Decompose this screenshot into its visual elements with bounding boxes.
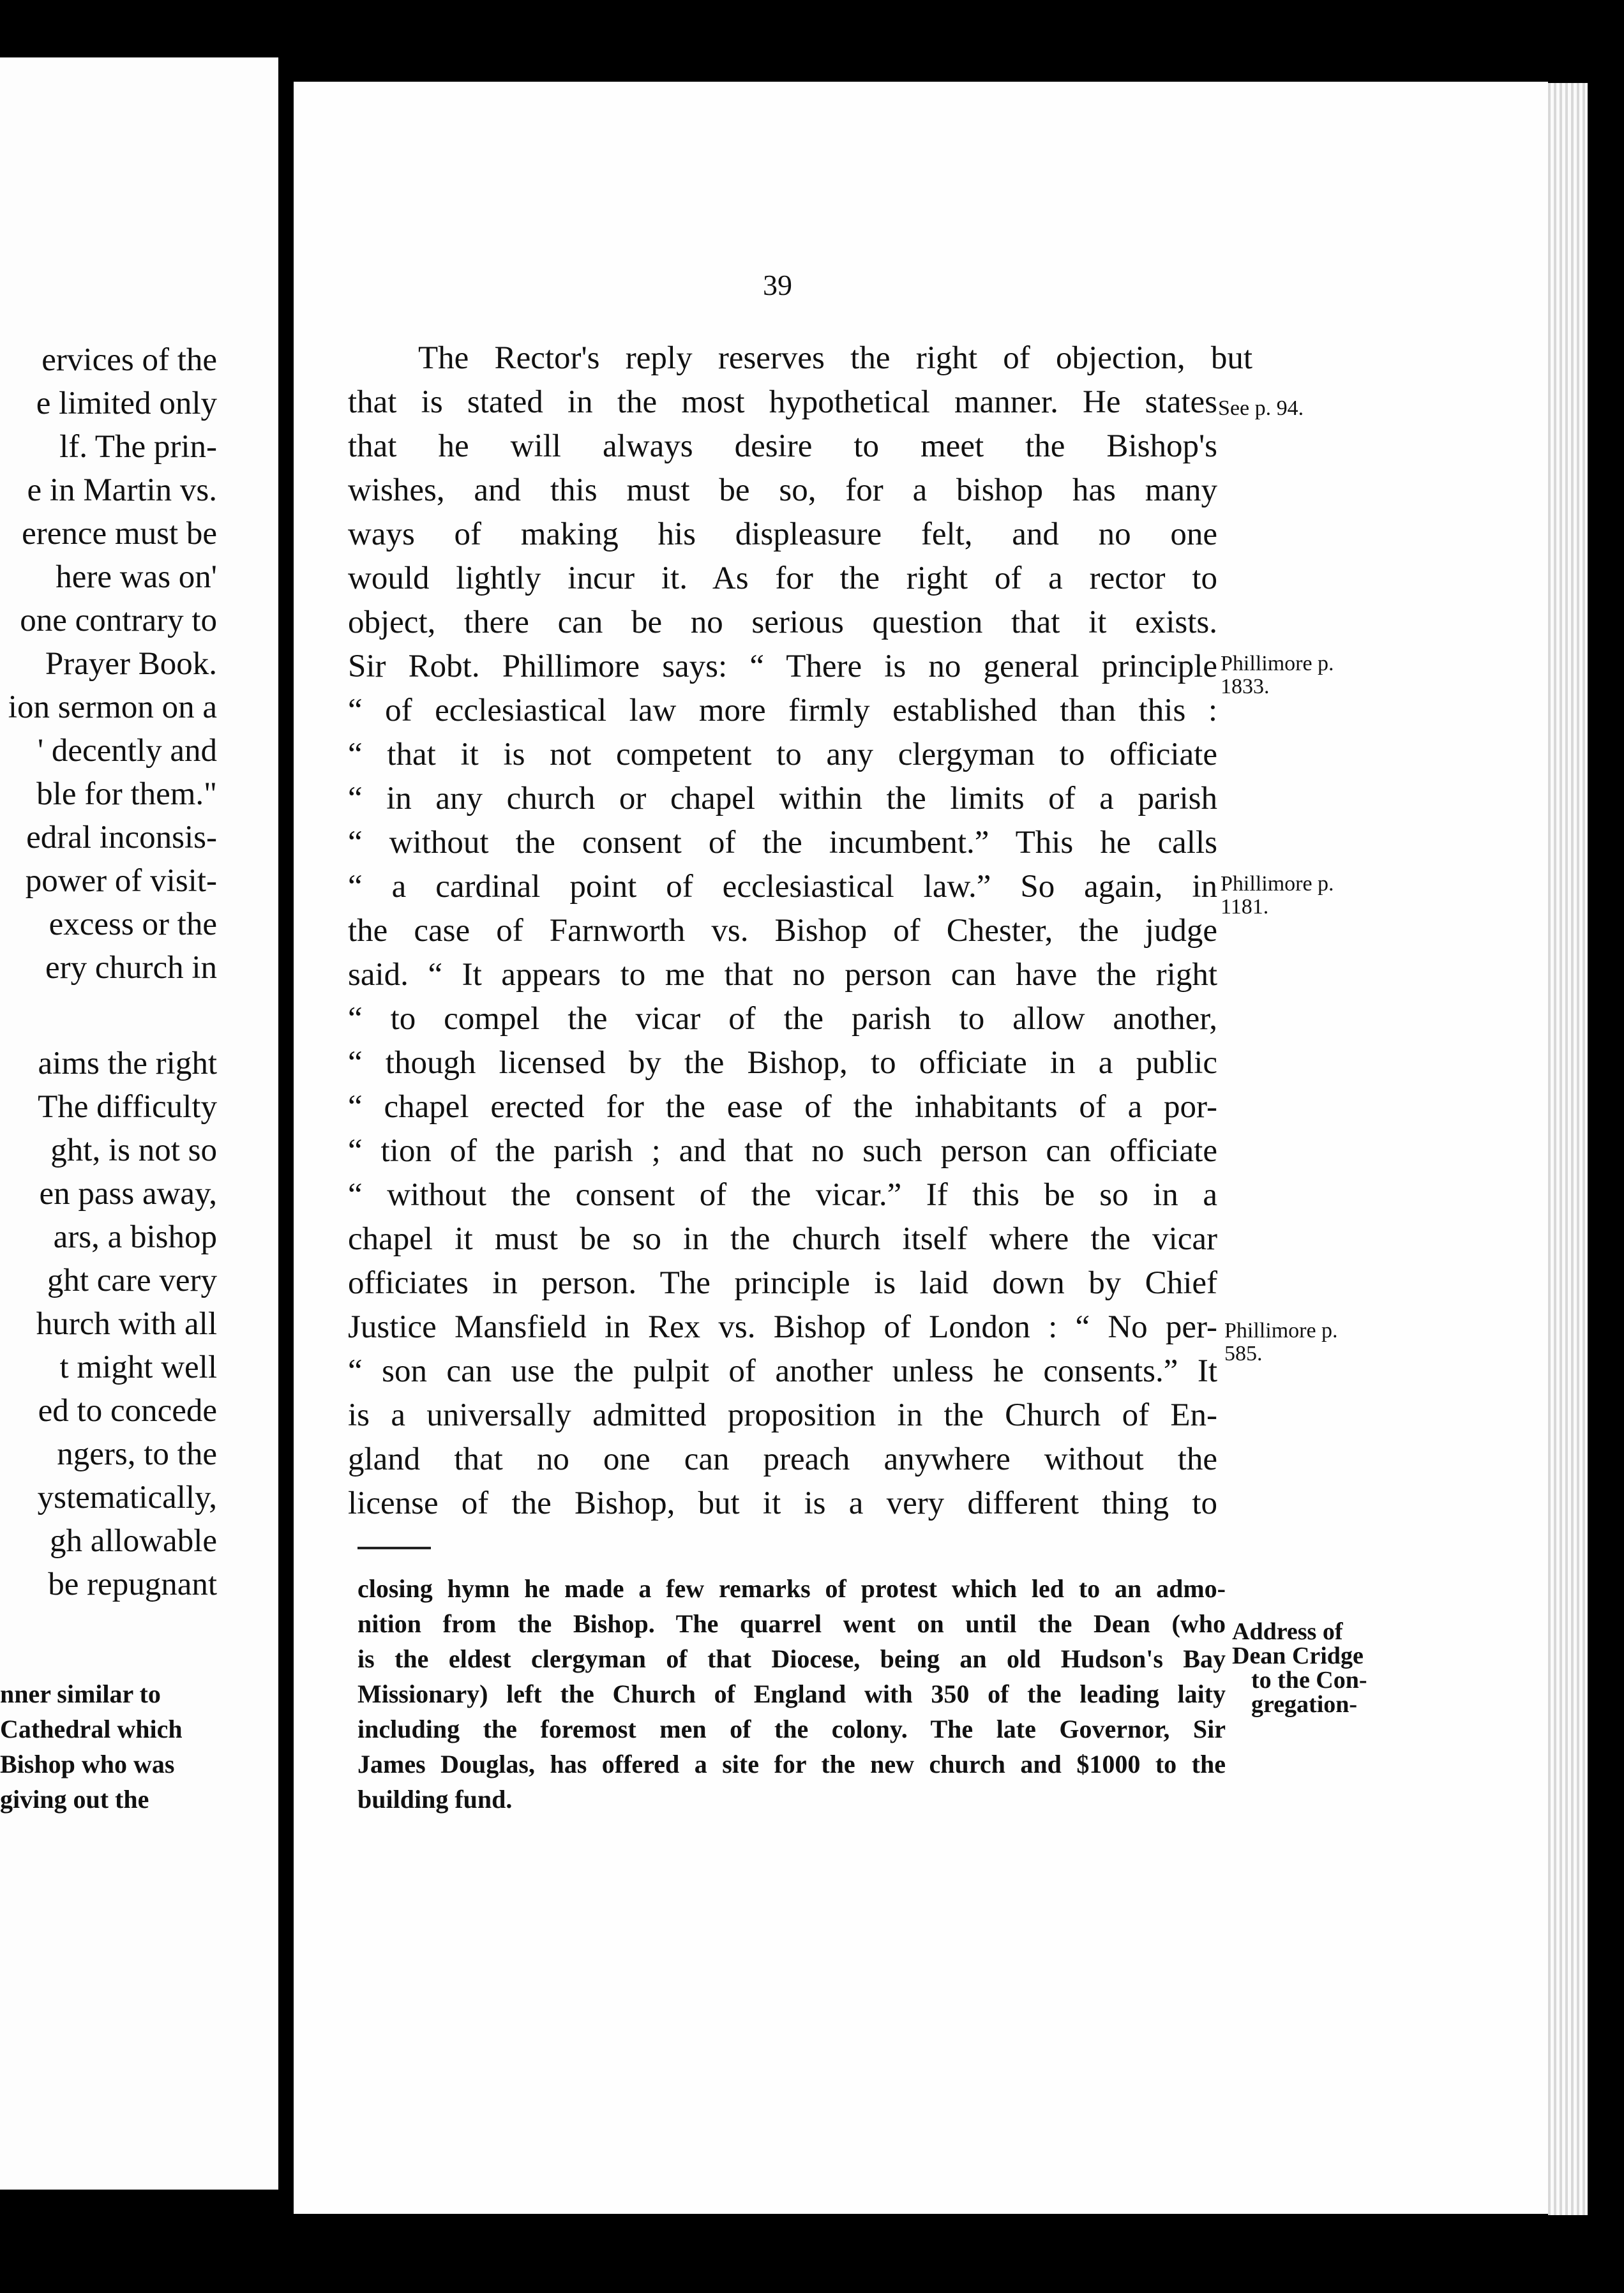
body-line: “ that it is not competent to any clergyman to officiate	[348, 737, 1217, 772]
left-page-footnote-line: Cathedral which	[0, 1715, 183, 1743]
body-line: The Rector's reply reserves the right of objection, but	[418, 340, 1252, 376]
footnote-rule	[357, 1547, 431, 1549]
left-page-line: excess or the	[49, 906, 217, 942]
body-line: object, there can be no serious question that it exists.	[348, 605, 1217, 640]
left-page-footnote-line: Bishop who was	[0, 1750, 175, 1778]
margin-note-ref: 1181.	[1221, 895, 1269, 919]
footnote-margin-note-line: Address of	[1232, 1618, 1343, 1645]
body-line: “ in any church or chapel within the limits of a parish	[348, 781, 1217, 816]
footnote-margin-note-line: gregation-	[1251, 1691, 1358, 1718]
margin-note-ref: 585.	[1224, 1342, 1263, 1365]
body-line: “ without the consent of the incumbent.” This he calls	[348, 825, 1217, 861]
left-page-line: t might well	[59, 1349, 217, 1385]
left-page-line: power of visit-	[25, 863, 217, 899]
footnote-line: James Douglas, has offered a site for the new church and $1000 to the	[357, 1750, 1226, 1778]
body-line: that he will always desire to meet the Bishop's	[348, 428, 1217, 464]
body-line: chapel it must be so in the church itself where the vicar	[348, 1221, 1217, 1257]
left-page-footnote-line: nner similar to	[0, 1680, 161, 1708]
body-line: the case of Farnworth vs. Bishop of Chester, the judge	[348, 913, 1217, 949]
body-line: Justice Mansfield in Rex vs. Bishop of London : “ No per-	[348, 1309, 1217, 1345]
body-line: “ chapel erected for the ease of the inhabitants of a por-	[348, 1089, 1217, 1125]
left-page-line: ght, is not so	[50, 1132, 217, 1168]
left-page-line: ion sermon on a	[8, 689, 217, 725]
body-line: would lightly incur it. As for the right of a rector to	[348, 560, 1217, 596]
body-line: wishes, and this must be so, for a bishop has many	[348, 472, 1217, 508]
footnote-line: Missionary) left the Church of England with 350 of the leading laity	[357, 1680, 1226, 1708]
margin-note: Phillimore p.	[1221, 872, 1334, 896]
margin-note: Phillimore p.	[1221, 652, 1334, 675]
left-page-line: ervices of the	[41, 342, 217, 378]
left-page-line: aims the right	[38, 1046, 217, 1081]
left-page-line: ystematically,	[37, 1480, 217, 1515]
left-page-line: here was on'	[56, 559, 217, 595]
left-page-line: ed to concede	[38, 1393, 217, 1429]
footnote-margin-note-line: Dean Cridge	[1232, 1643, 1364, 1669]
left-page-line: e limited only	[36, 386, 217, 421]
body-line: license of the Bishop, but it is a very different thing to	[348, 1485, 1217, 1521]
left-page-footnote-line: giving out the	[0, 1785, 149, 1814]
footnote-line: nition from the Bishop. The quarrel went on until the Dean (who	[357, 1609, 1226, 1638]
left-page-line: hurch with all	[36, 1306, 217, 1342]
left-page-line: one contrary to	[20, 603, 217, 638]
footnote-line: closing hymn he made a few remarks of protest which led to an admo-	[357, 1574, 1226, 1603]
left-page-line: e in Martin vs.	[27, 472, 217, 508]
footnote-line: building fund.	[357, 1785, 513, 1814]
left-page-line: ngers, to the	[57, 1436, 217, 1472]
margin-note: Phillimore p.	[1224, 1319, 1338, 1342]
body-line: “ of ecclesiastical law more firmly established than this :	[348, 693, 1217, 728]
left-page-line: lf. The prin-	[59, 429, 217, 465]
body-line: gland that no one can preach anywhere without the	[348, 1441, 1217, 1477]
body-line: Sir Robt. Phillimore says: “ There is no general principle	[348, 649, 1217, 684]
body-line: “ to compel the vicar of the parish to allow another,	[348, 1001, 1217, 1037]
body-line: said. “ It appears to me that no person can have the right	[348, 957, 1217, 993]
left-page-line: ght care very	[47, 1263, 217, 1298]
left-page-line: The difficulty	[38, 1089, 217, 1125]
footnote-line: including the foremost men of the colony. The late Governor, Sir	[357, 1715, 1226, 1743]
left-page-line: ' decently and	[37, 733, 217, 769]
left-page-line: Prayer Book.	[45, 646, 217, 682]
page-edge	[1548, 83, 1588, 2215]
left-page-line: edral inconsis-	[26, 820, 217, 855]
left-page-line: ery church in	[45, 950, 217, 986]
footnote-margin-note-line: to the Con-	[1251, 1667, 1367, 1694]
left-page-line: ars, a bishop	[53, 1219, 217, 1255]
body-line: “ though licensed by the Bishop, to officiate in a public	[348, 1045, 1217, 1081]
body-line: “ without the consent of the vicar.” If this be so in a	[348, 1177, 1217, 1213]
page-number: 39	[763, 269, 792, 301]
left-page-line: ble for them."	[36, 776, 217, 812]
body-line: “ tion of the parish ; and that no such person can officiate	[348, 1133, 1217, 1169]
left-page-line: gh allowable	[50, 1523, 217, 1559]
footnote-line: is the eldest clergyman of that Diocese, being an old Hudson's Bay	[357, 1644, 1226, 1673]
body-line: ways of making his displeasure felt, and no one	[348, 516, 1217, 552]
body-line: is a universally admitted proposition in the Church of En-	[348, 1397, 1217, 1433]
margin-note: See p. 94.	[1218, 396, 1304, 420]
book-gutter	[278, 0, 295, 2293]
left-page-line: erence must be	[22, 516, 217, 552]
body-line: officiates in person. The principle is laid down by Chief	[348, 1265, 1217, 1301]
left-page-line: en pass away,	[39, 1176, 217, 1212]
body-line: that is stated in the most hypothetical manner. He states	[348, 384, 1217, 420]
margin-note-ref: 1833.	[1221, 675, 1270, 698]
body-line: “ a cardinal point of ecclesiastical law.” So again, in	[348, 869, 1217, 905]
body-line: “ son can use the pulpit of another unless he consents.” It	[348, 1353, 1217, 1389]
left-page-line: be repugnant	[48, 1567, 217, 1602]
previous-page-fragment	[0, 57, 278, 2190]
